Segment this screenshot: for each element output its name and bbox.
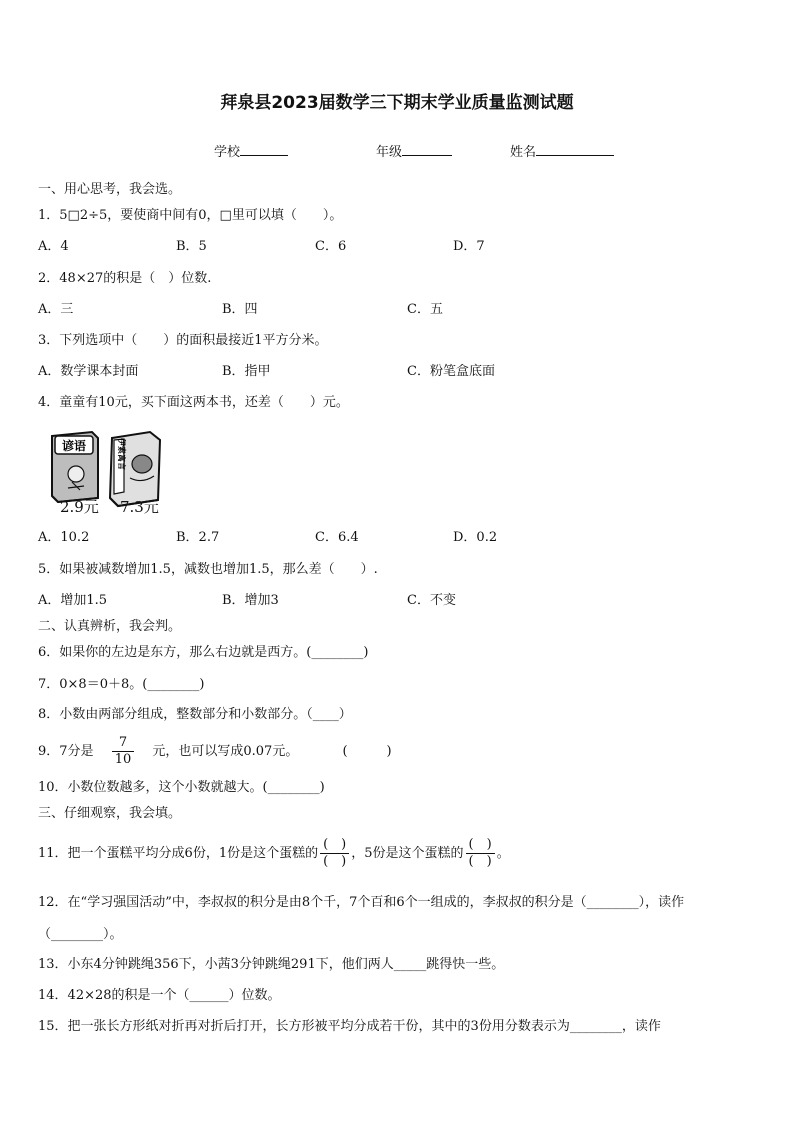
q9-numerator: 7 [112, 735, 135, 752]
section-1-heading: 一、用心思考，我会选。 [38, 182, 182, 197]
name-label: 姓名 [510, 145, 537, 160]
q11-text-before: 11．把一个蛋糕平均分成6份，1份是这个蛋糕的 [38, 846, 319, 861]
school-blank[interactable] [240, 143, 288, 156]
section-3-heading: 三、仔细观察，我会填。 [38, 806, 182, 821]
question-2: 2．48×27的积是（ ）位数. [38, 271, 212, 286]
q2-option-b[interactable]: B．四 [222, 302, 258, 317]
q3-option-b[interactable]: B．指甲 [222, 364, 271, 379]
q5-option-a[interactable]: A．增加1.5 [38, 593, 108, 608]
grade-blank[interactable] [402, 143, 452, 156]
q11-fraction-1-denominator: ( ) [323, 854, 347, 869]
q9-answer-paren[interactable]: ( ) [342, 744, 392, 759]
question-1: 1．5□2÷5，要使商中间有0，□里可以填（ ）。 [38, 208, 343, 223]
page-title: 拜泉县2023届数学三下期末学业质量监测试题 [220, 93, 574, 113]
name-field[interactable] [510, 141, 614, 160]
question-12-line-2: （________）。 [38, 927, 123, 942]
q3-option-c[interactable]: C．粉笔盒底面 [407, 364, 495, 379]
grade-label: 年级 [376, 145, 403, 160]
question-13: 13．小东4分钟跳绳356下，小茜3分钟跳绳291下，他们两人_____跳得快一些。 [38, 957, 505, 972]
school-field[interactable] [214, 141, 288, 160]
q4-option-c[interactable]: C．6.4 [315, 530, 359, 545]
book1-price: 2.9元 [60, 498, 99, 516]
question-10: 10．小数位数越多，这个小数就越大。(________) [38, 780, 325, 795]
grade-field[interactable] [376, 141, 452, 160]
question-6: 6．如果你的左边是东方，那么右边就是西方。(________) [38, 645, 369, 660]
name-blank[interactable] [536, 143, 614, 156]
q9-fraction [112, 735, 135, 768]
q11-text-middle: ，5份是这个蛋糕的 [351, 846, 464, 861]
question-12-line-1: 12．在“学习强国活动”中，李叔叔的积分是由8个千，7个百和6个一组成的，李叔叔的积分是（________），读作 [38, 895, 685, 910]
q9-denominator: 10 [114, 752, 132, 767]
q4-option-a[interactable]: A．10.2 [38, 530, 90, 545]
q9-text-before: 9．7分是 [38, 744, 94, 759]
q11-fraction-1[interactable] [320, 837, 349, 870]
q11-fraction-2[interactable] [466, 837, 495, 870]
q5-option-b[interactable]: B．增加3 [222, 593, 279, 608]
question-7: 7．0×8＝0＋8。(________) [38, 677, 205, 692]
question-4: 4．童童有10元，买下面这两本书，还差（ ）元。 [38, 395, 349, 410]
q4-option-b[interactable]: B．2.7 [176, 530, 220, 545]
question-8: 8．小数由两部分组成，整数部分和小数部分。（____） [38, 707, 352, 722]
book2-price: 7.3元 [120, 498, 159, 516]
book2-title: 伊索寓言 [117, 438, 126, 470]
q11-fraction-2-numerator: ( ) [466, 837, 495, 854]
q11-text-end: 。 [496, 846, 510, 861]
section-2-heading: 二、认真辨析，我会判。 [38, 619, 182, 634]
q1-option-b[interactable]: B．5 [176, 239, 207, 254]
question-3: 3．下列选项中（ ）的面积最接近1平方分米。 [38, 333, 328, 348]
q1-option-d[interactable]: D．7 [453, 239, 485, 254]
q1-option-c[interactable]: C．6 [315, 239, 347, 254]
q3-option-a[interactable]: A．数学课本封面 [38, 364, 139, 379]
q2-option-a[interactable]: A．三 [38, 302, 74, 317]
q9-text-after: 元，也可以写成0.07元。 [152, 744, 299, 759]
question-9 [38, 734, 392, 770]
q2-option-c[interactable]: C．五 [407, 302, 443, 317]
question-5: 5．如果被减数增加1.5，减数也增加1.5，那么差（ ）. [38, 562, 378, 577]
question-15: 15．把一张长方形纸对折再对折后打开，长方形被平均分成若干份，其中的3份用分数表示为________，读作 [38, 1019, 661, 1034]
q5-option-c[interactable]: C．不变 [407, 593, 456, 608]
school-label: 学校 [214, 145, 241, 160]
q4-option-d[interactable]: D．0.2 [453, 530, 498, 545]
q11-fraction-1-numerator: ( ) [320, 837, 349, 854]
question-14: 14．42×28的积是一个（______）位数。 [38, 988, 281, 1003]
question-11 [38, 834, 510, 874]
book1-title: 谚语 [61, 439, 87, 453]
q1-option-a[interactable]: A．4 [38, 239, 69, 254]
q11-fraction-2-denominator: ( ) [468, 854, 492, 869]
